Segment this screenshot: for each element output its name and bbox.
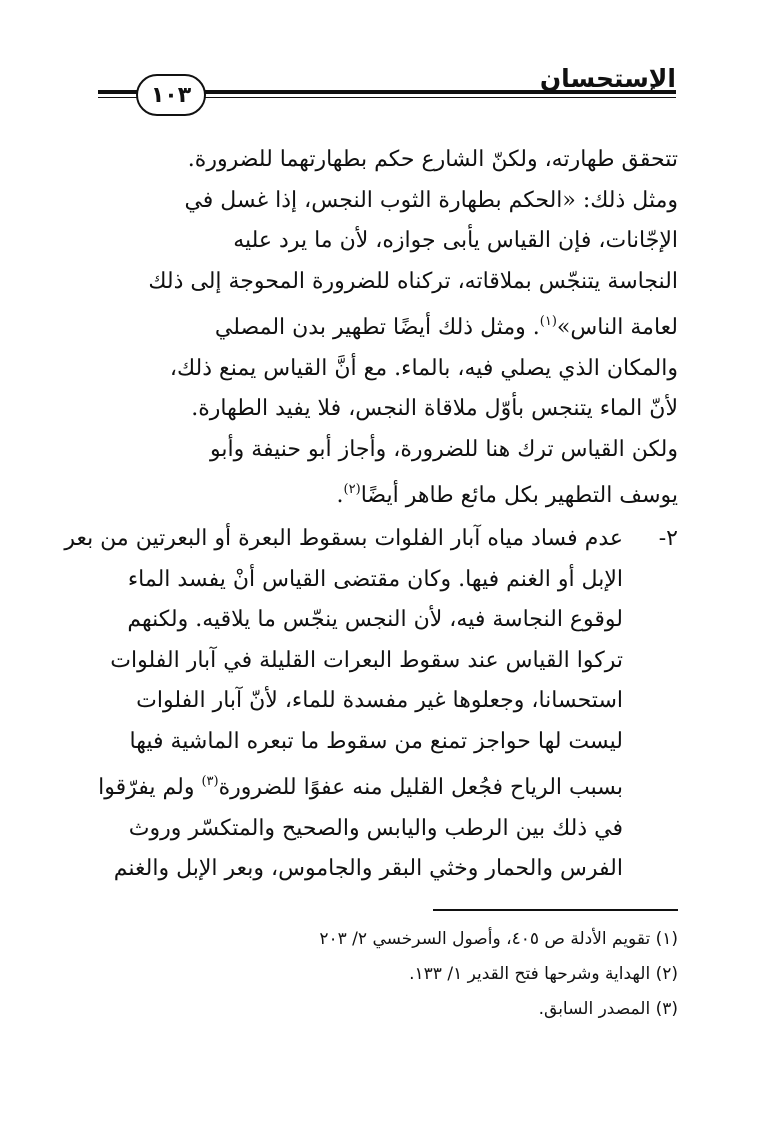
text-line: لأنّ الماء يتنجس بأوّل ملاقاة النجس، فلا يفيد الطهارة. (191, 396, 678, 421)
text-line: الفرس والحمار وخثي البقر والجاموس، وبعر الإبل والغنم (113, 856, 623, 881)
text-line: والمكان الذي يصلي فيه، بالماء. مع أنَّ القياس يمنع ذلك، (169, 355, 678, 381)
text-line: عدم فساد مياه آبار الفلوات بسقوط البعرة أو البعرتين من بعر (64, 526, 623, 551)
text-line: تتحقق طهارته، ولكنّ الشارع حكم بطهارتهما للضرورة. (187, 147, 678, 172)
header-rule-left-thin (98, 97, 138, 98)
header-rule-thin (200, 97, 676, 98)
text-segment: . ومثل ذلك أيضًا تطهير بدن المصلي (214, 315, 540, 340)
text-segment: لعامة الناس» (556, 315, 678, 340)
text-line: تركوا القياس عند سقوط البعرات القليلة في آبار الفلوات (110, 647, 623, 673)
footnote-3: (٣) المصدر السابق. (538, 999, 678, 1019)
footnote-ref-3: (٣) (201, 774, 219, 789)
text-line (96, 302, 678, 349)
text-line: في ذلك بين الرطب واليابس والصحيح والمتكسّر وروث (128, 815, 623, 841)
footnotes (178, 922, 678, 1027)
text-line: استحسانا، وجعلوها غير مفسدة للماء، لأنّ آبار الفلوات (136, 688, 623, 713)
text-line (96, 470, 678, 517)
footnote-separator (433, 909, 678, 911)
text-line: ولكن القياس ترك هنا للضرورة، وأجاز أبو حنيفة وأبو (209, 436, 678, 462)
text-segment: . (336, 483, 344, 508)
text-line: ومثل ذلك: «الحكم بطهارة الثوب النجس، إذا غسل في (184, 187, 678, 213)
text-segment: يوسف التطهير بكل مائع طاهر أيضًا (360, 483, 678, 508)
footnote-2: (٢) الهداية وشرحها فتح القدير ١/ ١٣٣. (409, 964, 678, 984)
footnote-ref-2: (٢) (343, 482, 361, 497)
text-line: النجاسة يتنجّس بملاقاته، تركناه للضرورة المحوجة إلى ذلك (148, 268, 678, 294)
item-text (64, 519, 623, 890)
footnote-ref-1: (١) (539, 314, 557, 329)
page-header (98, 62, 676, 122)
text-line (96, 762, 623, 809)
item-number: ٢- (658, 526, 678, 551)
main-paragraph (96, 140, 678, 517)
text-line: الإبل أو الغنم فيها. وكان مقتضى القياس أنْ يفسد الماء (127, 566, 623, 592)
running-title: الإستحسان (539, 64, 676, 93)
text-segment: بسبب الرياح فجُعل القليل منه عفوًا للضرورة (218, 775, 623, 800)
footnote-1: (١) تقويم الأدلة ص ٤٠٥، وأصول السرخسي ٢/ ٢٠٣ (319, 929, 678, 949)
text-line: ليست لها حواجز تمنع من سقوط ما تبعره الماشية فيها (129, 728, 623, 754)
text-line: الإجّانات، فإن القياس يأبى جوازه، لأن ما يرد عليه (233, 228, 678, 253)
page-number: ١٠٣ (136, 74, 206, 116)
text-line: لوقوع النجاسة فيه، لأن النجس ينجّس ما يلاقيه. ولكنهم (127, 607, 623, 632)
text-segment: ولم يفرّقوا (98, 775, 202, 800)
list-item-2 (64, 519, 678, 890)
header-rule-left-thick (98, 90, 138, 94)
